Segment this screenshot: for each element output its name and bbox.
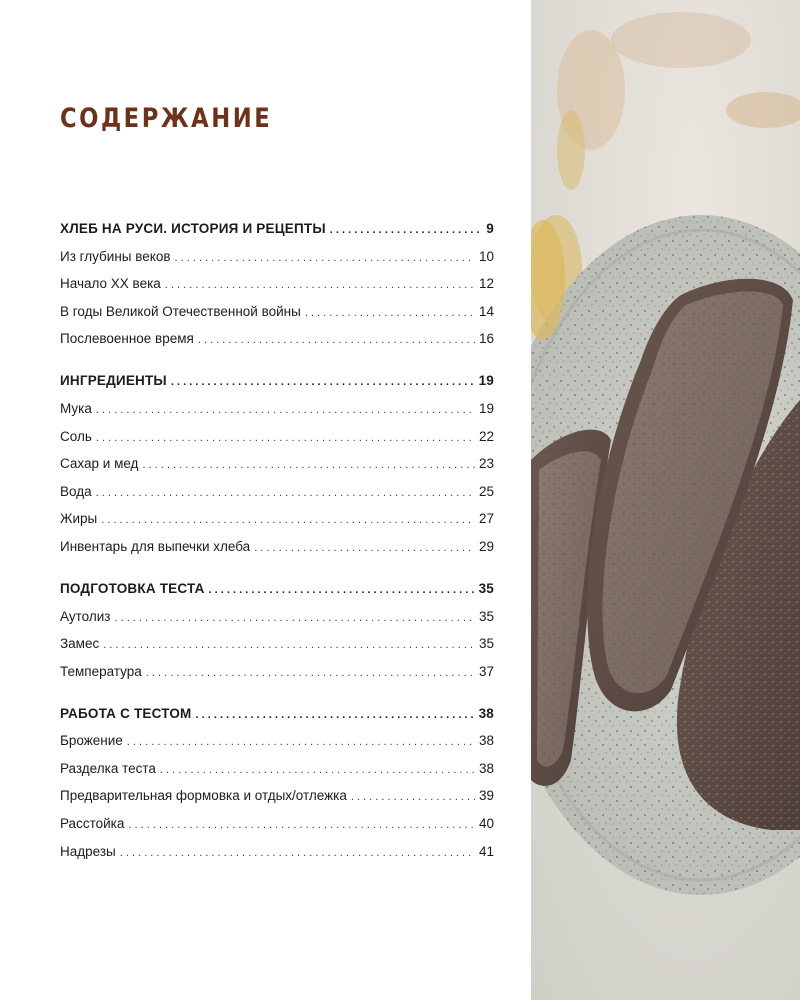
toc-entry-label: Начало ХХ века — [60, 276, 161, 292]
toc-entry-page: 35 — [478, 608, 494, 624]
dot-leader — [127, 736, 475, 748]
dot-leader — [120, 847, 475, 859]
section-spacer — [60, 567, 494, 581]
toc-section-heading[interactable] — [60, 221, 494, 249]
toc-section-heading[interactable] — [60, 706, 494, 734]
toc-entry[interactable] — [60, 511, 494, 539]
toc-entry-label: Сахар и мед — [60, 456, 139, 472]
toc-heading-page: 9 — [486, 221, 494, 236]
toc-entry-page: 35 — [478, 636, 494, 652]
toc-entry-label: Из глубины веков — [60, 248, 171, 264]
toc-section-heading[interactable] — [60, 581, 494, 609]
toc-entry[interactable] — [60, 539, 494, 567]
toc-entry-label: Брожение — [60, 733, 123, 749]
toc-entry-label: Жиры — [60, 511, 98, 527]
section-spacer — [60, 691, 494, 705]
toc-entry[interactable] — [60, 609, 494, 637]
toc-entry-page: 27 — [478, 511, 494, 527]
toc-entry-page: 41 — [478, 843, 494, 859]
toc-entry-page: 23 — [478, 456, 494, 472]
toc-entry-page: 29 — [478, 538, 494, 554]
dot-leader — [103, 639, 475, 651]
toc-entry[interactable] — [60, 276, 494, 304]
toc-section-heading[interactable] — [60, 373, 494, 401]
toc-entry-label: Мука — [60, 400, 92, 416]
dot-leader — [209, 584, 475, 596]
toc-entry[interactable] — [60, 844, 494, 872]
toc-entry-page: 19 — [478, 400, 494, 416]
toc-entry-page: 25 — [478, 483, 494, 499]
toc-heading-page: 35 — [478, 580, 494, 596]
toc-entry[interactable] — [60, 429, 494, 457]
section-spacer — [60, 359, 494, 373]
dot-leader — [196, 709, 475, 721]
toc-entry-page: 22 — [478, 428, 494, 444]
toc-entry-label: Инвентарь для выпечки хлеба — [60, 538, 251, 554]
toc-entry-label: Соль — [60, 428, 92, 444]
toc-entry-label: Разделка теста — [60, 760, 156, 776]
toc-entry-page: 12 — [478, 276, 494, 292]
dot-leader — [96, 487, 475, 499]
toc-heading-label: РАБОТА С ТЕСТОМ — [60, 705, 192, 721]
toc-heading-page: 19 — [478, 373, 494, 389]
toc-entry-page: 38 — [478, 733, 494, 749]
toc-entry[interactable] — [60, 733, 494, 761]
dot-leader — [128, 819, 475, 831]
toc-entry[interactable] — [60, 761, 494, 789]
toc-entry-page: 14 — [478, 303, 494, 319]
page-title: СОДЕРЖАНИЕ — [60, 103, 273, 134]
toc-entry-label: Вода — [60, 483, 92, 499]
toc-entry[interactable] — [60, 249, 494, 277]
dot-leader — [330, 224, 483, 236]
toc-entry-page: 38 — [478, 760, 494, 776]
table-of-contents — [60, 221, 494, 871]
toc-entry-label: В годы Великой Отечественной войны — [60, 303, 301, 319]
toc-heading-label: ИНГРЕДИЕНТЫ — [60, 373, 167, 389]
toc-entry-label: Расстойка — [60, 816, 125, 832]
dot-leader — [171, 376, 475, 388]
toc-entry-label: Замес — [60, 636, 100, 652]
toc-entry[interactable] — [60, 456, 494, 484]
toc-entry-page: 39 — [478, 788, 494, 804]
toc-heading-label: ПОДГОТОВКА ТЕСТА — [60, 580, 205, 596]
dot-leader — [305, 307, 475, 319]
toc-heading-label: ХЛЕБ НА РУСИ. ИСТОРИЯ И РЕЦЕПТЫ — [60, 221, 326, 236]
toc-entry-label: Послевоенное время — [60, 331, 194, 347]
bread-photo-illustration — [531, 0, 800, 1000]
dot-leader — [101, 514, 475, 526]
dot-leader — [160, 764, 475, 776]
toc-entry-page: 16 — [478, 331, 494, 347]
toc-entry-page: 37 — [478, 663, 494, 679]
dot-leader — [142, 459, 475, 471]
toc-heading-page: 38 — [478, 705, 494, 721]
toc-entry[interactable] — [60, 304, 494, 332]
toc-entry[interactable] — [60, 484, 494, 512]
toc-entry[interactable] — [60, 401, 494, 429]
dot-leader — [165, 279, 475, 291]
toc-entry-label: Температура — [60, 663, 142, 679]
toc-entry-label: Предварительная формовка и отдых/отлежка — [60, 788, 347, 804]
toc-entry-page: 40 — [478, 816, 494, 832]
dot-leader — [254, 542, 475, 554]
toc-entry-label: Надрезы — [60, 843, 116, 859]
dot-leader — [351, 791, 475, 803]
toc-entry[interactable] — [60, 788, 494, 816]
toc-entry-page: 10 — [478, 248, 494, 264]
toc-entry[interactable] — [60, 636, 494, 664]
dot-leader — [96, 432, 475, 444]
dot-leader — [198, 334, 475, 346]
toc-entry[interactable] — [60, 816, 494, 844]
toc-entry[interactable] — [60, 331, 494, 359]
dot-leader — [114, 612, 475, 624]
dot-leader — [175, 252, 475, 264]
dot-leader — [146, 667, 475, 679]
bread-photo — [531, 0, 800, 1000]
dot-leader — [96, 404, 475, 416]
toc-entry[interactable] — [60, 664, 494, 692]
toc-entry-label: Аутолиз — [60, 608, 111, 624]
